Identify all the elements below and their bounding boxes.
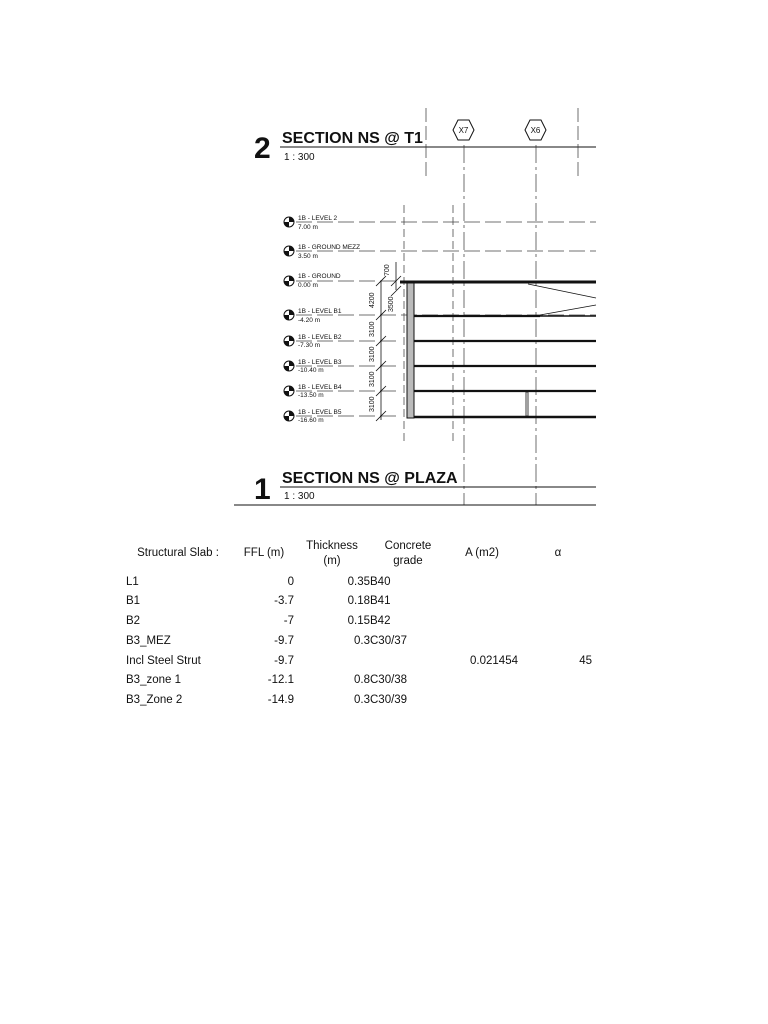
dimension-label: 3100 (369, 371, 376, 387)
level-elevation: -4.20 m (298, 317, 321, 324)
dimension-label: 4200 (369, 292, 376, 308)
section-1-number: 1 (254, 473, 271, 506)
row-ffl: -14.9 (267, 694, 294, 706)
row-thickness: 0.3 (354, 694, 370, 706)
grid-label-x6: X6 (530, 126, 541, 135)
level-marker-icon (284, 361, 294, 371)
column (526, 392, 528, 416)
level-marker-icon (284, 411, 294, 421)
row-grade: B40 (370, 576, 391, 588)
row-thickness: 0.15 (347, 615, 370, 627)
section-1-scale: 1 : 300 (284, 491, 315, 502)
level-name: 1B - LEVEL B3 (298, 359, 342, 366)
level-name: 1B - LEVEL 2 (298, 215, 338, 222)
row-ffl: -9.7 (274, 655, 294, 667)
structure (400, 282, 596, 418)
level-name: 1B - LEVEL B1 (298, 308, 342, 315)
row-thickness: 0.18 (347, 595, 370, 607)
level-name: 1B - GROUND MEZZ (298, 244, 361, 251)
row-ffl: -9.7 (274, 635, 294, 647)
header-ffl: FFL (m) (243, 547, 285, 559)
row-thickness: 0.3 (354, 635, 370, 647)
level-marker-icon (284, 336, 294, 346)
row-slab: Incl Steel Strut (126, 655, 201, 667)
section-1-title-block (234, 470, 596, 506)
dimension-label: 3100 (369, 396, 376, 412)
level-elevation: -10.40 m (298, 367, 324, 374)
row-grade: B41 (370, 595, 391, 607)
level-marker-icon (284, 217, 294, 227)
level-marker-icon (284, 310, 294, 320)
level-elevation: -16.60 m (298, 417, 324, 424)
row-grade: C30/38 (370, 674, 408, 686)
level-elevation: -13.50 m (298, 392, 324, 399)
level-name: 1B - LEVEL B5 (298, 409, 342, 416)
section-2-title-block (254, 130, 596, 165)
level-elevation: -7.30 m (298, 342, 321, 349)
level-marker-icon (284, 276, 294, 286)
row-slab: B3_zone 1 (126, 674, 181, 686)
dimension-label: 3500 (388, 296, 395, 312)
level-markers (284, 217, 294, 421)
row-ffl: -12.1 (267, 674, 294, 686)
grid-head-x7 (453, 120, 474, 140)
grid-label-x7: X7 (458, 126, 469, 135)
header-structural-slab: Structural Slab : (137, 547, 219, 559)
row-ffl: -7 (283, 615, 294, 627)
row-thickness: 0.8 (354, 674, 370, 686)
row-ffl: -3.7 (274, 595, 294, 607)
dimension-label: 700 (384, 264, 391, 276)
retaining-wall (407, 282, 414, 418)
row-grade: B42 (370, 615, 391, 627)
header-concrete-grade-2: grade (393, 555, 423, 567)
section-2-title: SECTION NS @ T1 (282, 130, 423, 147)
row-grade: C30/39 (370, 694, 408, 706)
row-area: 0.021454 (470, 655, 518, 667)
header-alpha: α (554, 547, 562, 559)
row-slab: B2 (126, 615, 141, 627)
row-slab: B1 (126, 595, 141, 607)
row-grade: C30/37 (370, 635, 408, 647)
dimension-label: 3100 (369, 321, 376, 337)
level-name: 1B - LEVEL B4 (298, 384, 342, 391)
level-elevation: 7.00 m (298, 224, 318, 231)
row-slab: L1 (126, 576, 139, 588)
level-elevation: 0.00 m (298, 282, 318, 289)
dimension-label: 3100 (369, 346, 376, 362)
level-elevation: 3.50 m (298, 253, 318, 260)
header-concrete-grade: Concrete (384, 540, 432, 552)
level-name: 1B - GROUND (298, 273, 341, 280)
section-2-number: 2 (254, 132, 271, 165)
header-area: A (m2) (465, 547, 499, 559)
row-ffl: 0 (287, 576, 294, 588)
header-thickness-unit: (m) (323, 555, 341, 567)
ramp-line (528, 284, 596, 298)
row-alpha: 45 (579, 655, 592, 667)
section-1-title: SECTION NS @ PLAZA (282, 470, 458, 487)
level-name: 1B - LEVEL B2 (298, 334, 342, 341)
row-slab: B3_Zone 2 (126, 694, 183, 706)
row-slab: B3_MEZ (126, 635, 171, 647)
grid-head-x6 (525, 120, 546, 140)
header-thickness: Thickness (306, 540, 358, 552)
level-marker-icon (284, 246, 294, 256)
grid-lines (404, 108, 578, 505)
row-thickness: 0.35 (347, 576, 370, 588)
structural-slab-table (0, 530, 768, 720)
dimension-lines (376, 262, 401, 421)
section-2-scale: 1 : 300 (284, 152, 315, 163)
level-marker-icon (284, 386, 294, 396)
level-labels (298, 215, 360, 424)
